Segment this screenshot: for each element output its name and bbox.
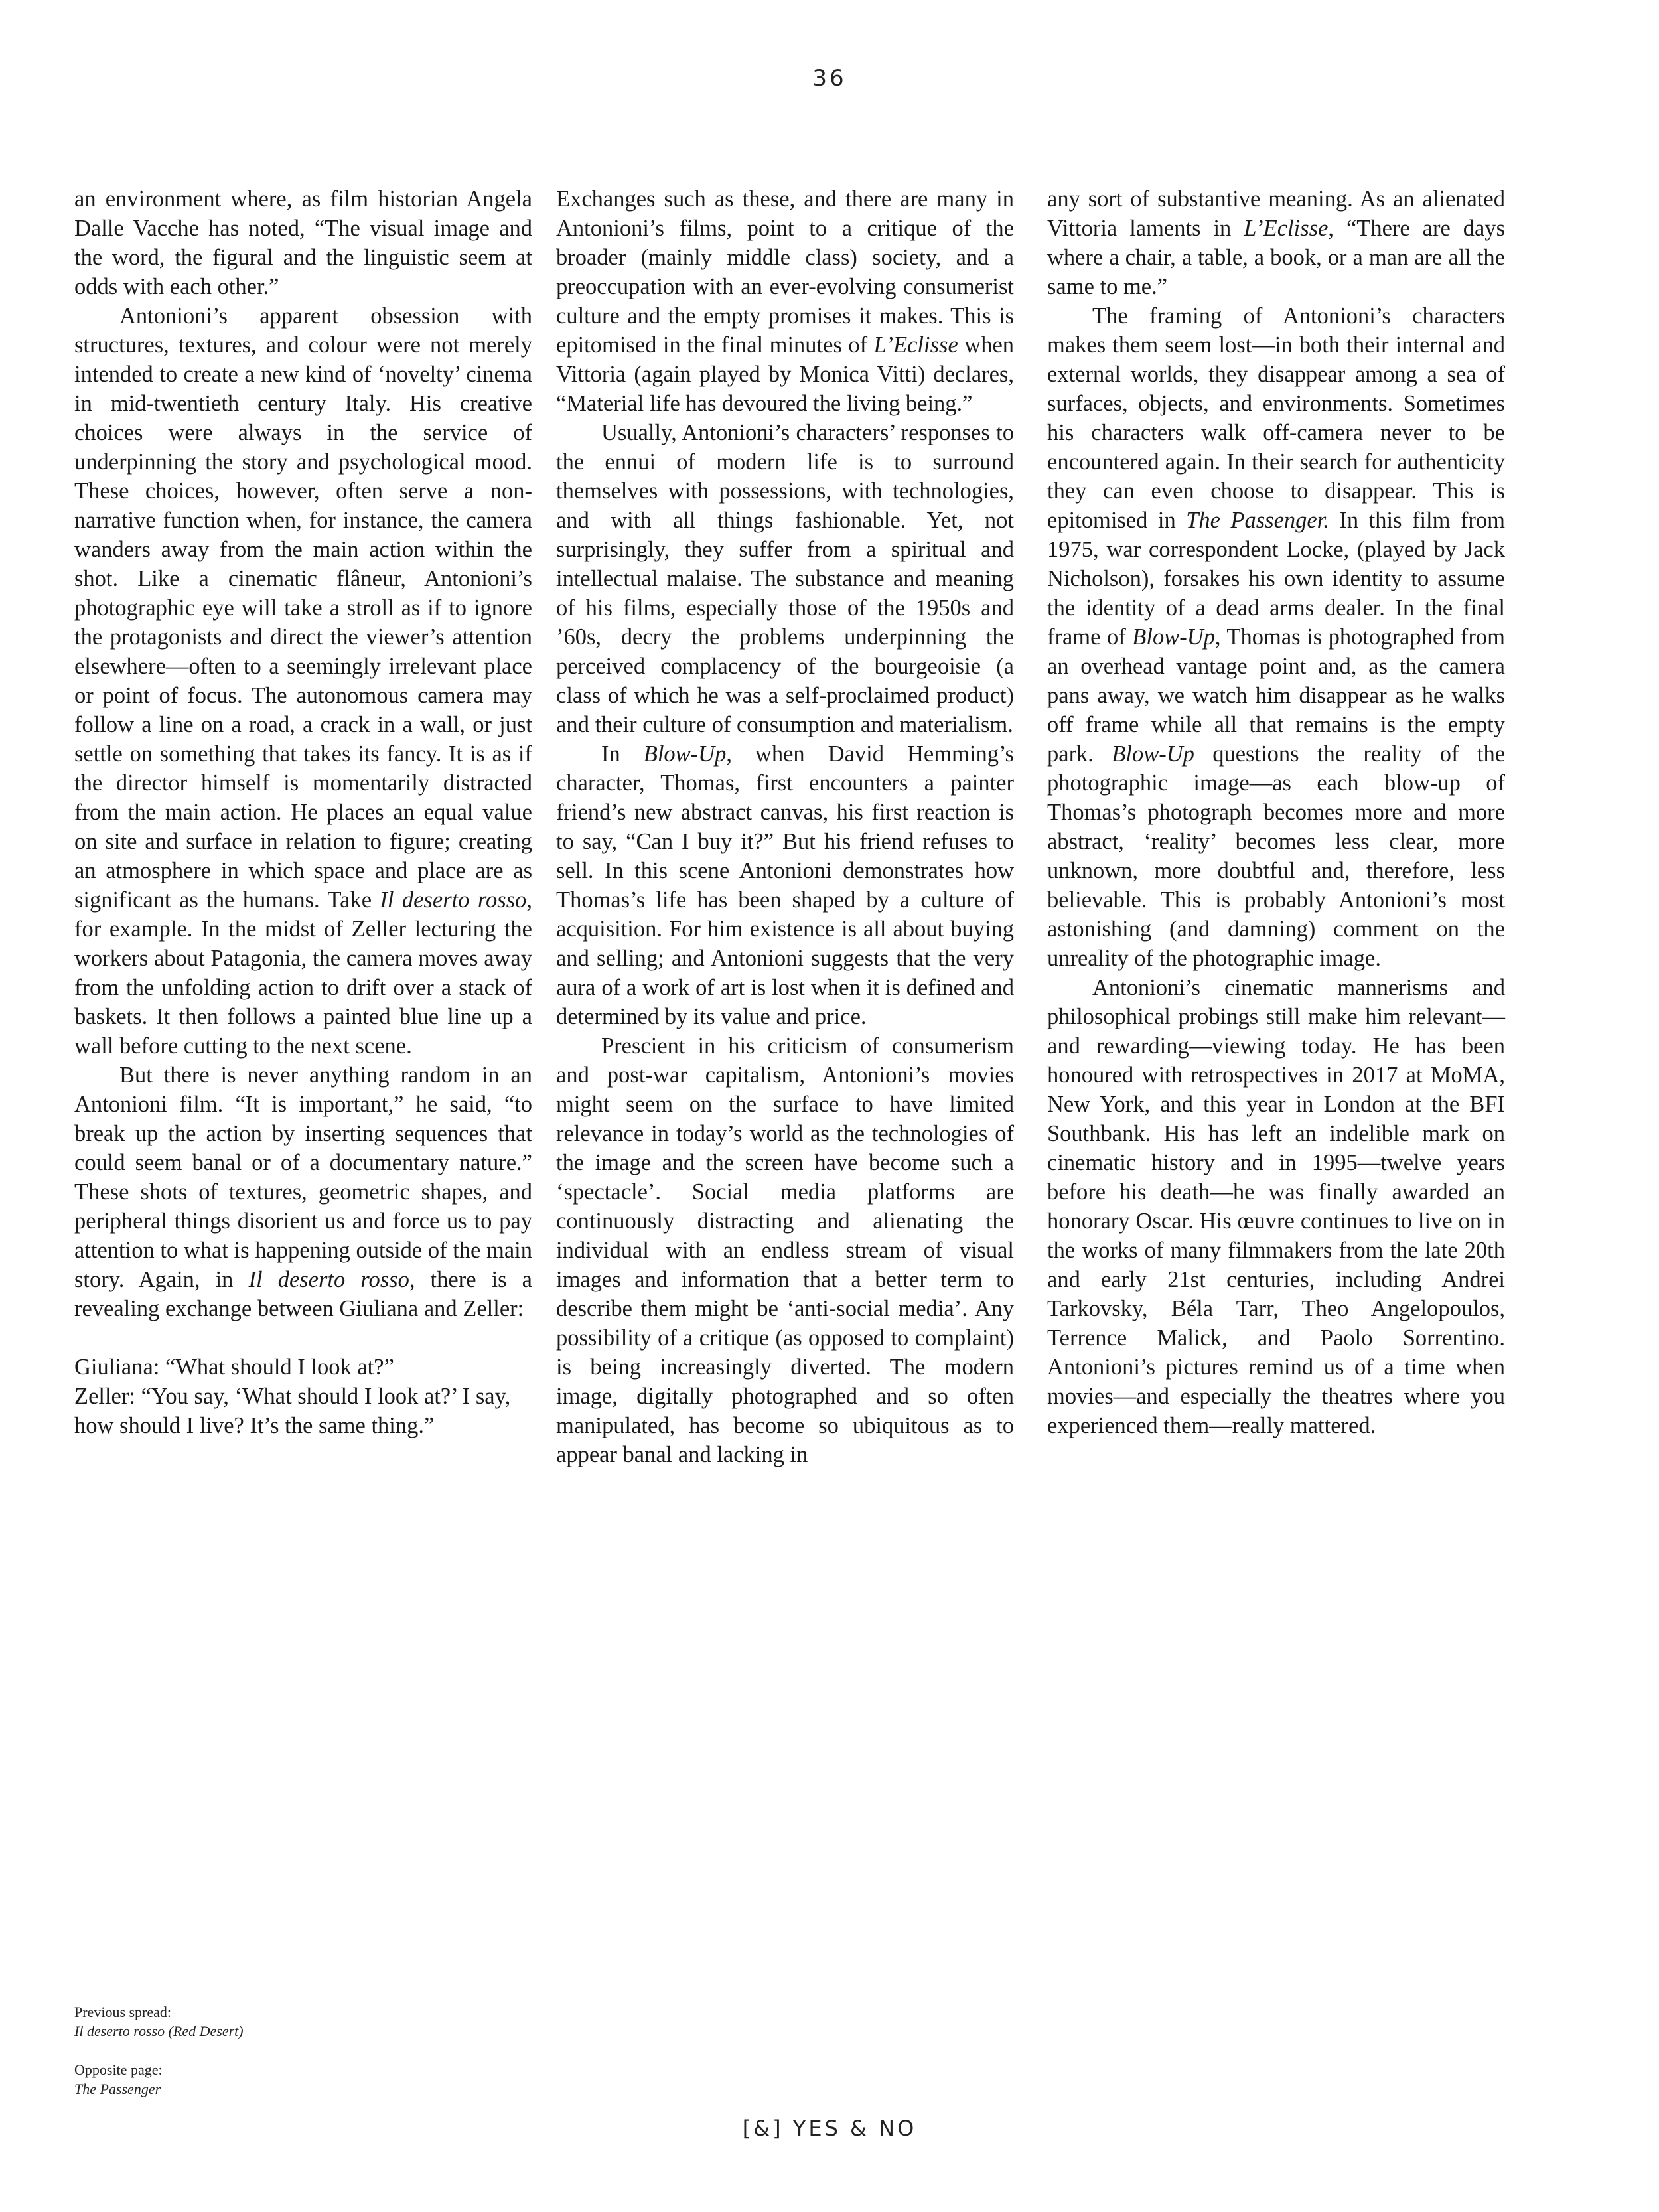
paragraph: Antonioni’s apparent obsession with structures, textures, and colour were not merely intended to create a new kind of ‘novelty’ cinema in mid-twentieth century Italy. His creative choices were always in the service of underpinning the story and psychological mood. These choices, however, often serve a non-narrative function when, for instance, the camera wanders away from the main action within the shot. Like a cinematic flâneur, Antonioni’s photographic eye will take a stroll as if to ignore the protagonists and direct the viewer’s attention elsewhere—often to a seemingly irrelevant place or point of focus. The autonomous camera may follow a line on a road, a crack in a wall, or just settle on something that takes its fancy. It is as if the director himself is momentarily distracted from the main action. He places an equal value on site and surface in relation to figure; creating an atmosphere in which space and place are as significant as the humans. Take Il deserto rosso, for example. In the midst of Zeller lecturing the workers about Patagonia, the camera moves away from the unfolding action to drift over a stack of baskets. It then follows a painted blue line up a wall before cutting to the next scene. bbox=[74, 303, 532, 1059]
caption-label: Previous spread: bbox=[74, 2004, 172, 2020]
paragraph: any sort of substantive meaning. As an alienated Vittoria laments in L’Eclisse, “There are days where a chair, a table, a book, or a man are all the same to me.” bbox=[1047, 186, 1505, 299]
paragraph: But there is never anything random in an Antonioni film. “It is important,” he said, “to break up the action by inserting sequences that could seem banal or of a documentary nature.” These shots of textures, geometric shapes, and peripheral things disorient us and force us to pay attention to what is happening outside of the main story. Again, in Il deserto rosso, there is a revealing exchange between Giuliana and Zeller: bbox=[74, 1063, 532, 1321]
caption-value: Il deserto rosso (Red Desert) bbox=[74, 2023, 244, 2039]
dialogue-line: Giuliana: “What should I look at?” bbox=[74, 1355, 394, 1380]
magazine-footer: [&] YES & NO bbox=[742, 2116, 917, 2141]
film-title: L’Eclisse bbox=[873, 332, 958, 358]
caption-previous-spread bbox=[74, 2002, 472, 2041]
paragraph: The framing of Antonioni’s characters makes them seem lost—in both their internal and external worlds, they disappear among a sea of surfaces, objects, and environments. Sometimes his characters walk off-camera never to be encountered again. In their search for authenticity they can even choose to disappear. This is epitomised in The Passenger. In this film from 1975, war correspondent Locke, (played by Jack Nicholson), forsakes his own identity to assume the identity of a dead arms dealer. In the final frame of Blow-Up, Thomas is photographed from an overhead vantage point and, as the camera pans away, we watch him disappear as he walks off frame while all that remains is the empty park. Blow-Up questions the reality of the photographic image—as each blow-up of Thomas’s photograph becomes more and more abstract, ‘reality’ becomes less clear, more unknown, more doubtful and, therefore, less believable. This is probably Antonioni’s most astonishing (and damning) comment on the unreality of the photographic image. bbox=[1047, 303, 1506, 971]
caption-value: The Passenger bbox=[74, 2081, 161, 2097]
paragraph: an environment where, as film historian Angela Dalle Vacche has noted, “The visual image and the word, the figural and the linguistic seem at odds with each other.” bbox=[74, 186, 532, 299]
film-title: Il deserto rosso bbox=[380, 887, 527, 913]
film-title: Il deserto rosso bbox=[248, 1267, 409, 1292]
text-column-2 bbox=[556, 184, 1014, 1469]
paragraph: In Blow-Up, when David Hemming’s character, Thomas, first encounters a painter friend’s new abstract canvas, his first reaction is to say, “Can I buy it?” But his friend refuses to sell. In this scene Antonioni demonstrates how Thomas’s life has been shaped by a culture of acquisition. For him existence is all about buying and selling; and Antonioni suggests that the very aura of a work of art is lost when it is defined and determined by its value and price. bbox=[556, 741, 1014, 1029]
paragraph: Usually, Antonioni’s characters’ responses to the ennui of modern life is to surround themselves with possessions, with technologies, and with all things fashionable. Yet, not surprisingly, they suffer from a spiritual and intellectual malaise. The substance and meaning of his films, especially those of the 1950s and ’60s, decry the problems underpinning the perceived complacency of the bourgeoisie (a class of which he was a self-proclaimed product) and their culture of consumption and materialism. bbox=[556, 420, 1014, 737]
text-column-1 bbox=[74, 184, 532, 1440]
film-title: Blow-Up bbox=[1112, 741, 1194, 767]
paragraph: Prescient in his criticism of consumerism and post-war capitalism, Antonioni’s movies might seem on the surface to have limited relevance in today’s world as the technologies of the image and the screen have become such a ‘spectacle’. Social media platforms are continuously distracting and alienating the individual with an endless stream of visual images and information that a better term to describe them might be ‘anti-social media’. Any possibility of a critique (as opposed to complaint) is being increasingly diverted. The modern image, digitally photographed and so often manipulated, has become so ubiquitous as to appear banal and lacking in bbox=[556, 1033, 1014, 1467]
caption-opposite-page bbox=[74, 2060, 472, 2099]
film-title: The Passenger. bbox=[1186, 508, 1329, 533]
film-title: Blow-Up bbox=[643, 741, 727, 767]
caption-label: Opposite page: bbox=[74, 2061, 163, 2078]
page-number: 36 bbox=[812, 65, 847, 92]
paragraph: Exchanges such as these, and there are many in Antonioni’s films, point to a critique of the broader (mainly middle class) society, and a preoccupation with an ever-evolving consumerist culture and the empty promises it makes. This is epitomised in the final minutes of L’Eclisse when Vittoria (again played by Monica Vitti) declares, “Material life has devoured the living being.” bbox=[556, 186, 1015, 416]
paragraph: Antonioni’s cinematic mannerisms and philosophical probings still make him relevant—and rewarding—viewing today. He has been honoured with retrospectives in 2017 at MoMA, New York, and this year in London at the BFI Southbank. His has left an indelible mark on cinematic history and in 1995—twelve years before his death—he was finally awarded an honorary Oscar. His œuvre continues to live on in the works of many filmmakers from the late 20th and early 21st centuries, including Andrei Tarkovsky, Béla Tarr, Theo Angelopoulos, Terrence Malick, and Paolo Sorrentino. Antonioni’s pictures remind us of a time when movies—and especially the theatres where you experienced them—really mattered. bbox=[1047, 975, 1505, 1438]
text-column-3 bbox=[1047, 184, 1505, 1440]
film-title: L’Eclisse bbox=[1244, 216, 1329, 241]
dialogue-line: Zeller: “You say, ‘What should I look at?’ I say, how should I live? It’s the same thing.” bbox=[74, 1384, 511, 1438]
film-title: Blow-Up bbox=[1132, 625, 1215, 650]
